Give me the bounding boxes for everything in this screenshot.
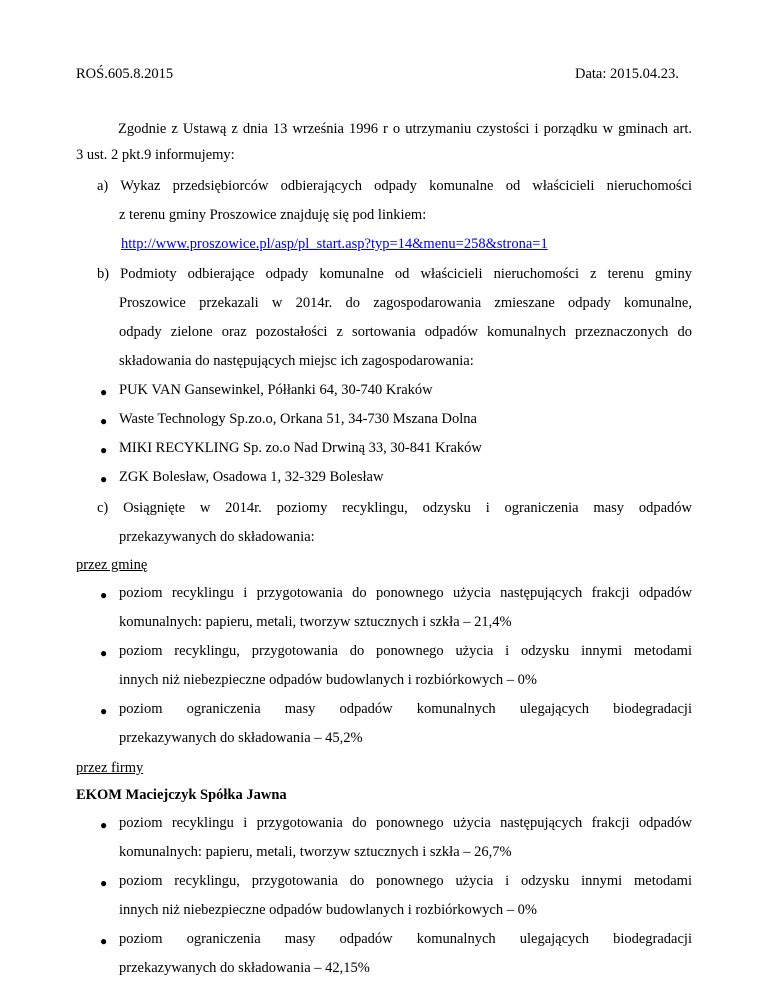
proszowice-link[interactable]: http://www.proszowice.pl/asp/pl_start.asp?typ=14&menu=258&strona=1 <box>121 236 548 252</box>
bullet-icon: ● <box>100 704 108 718</box>
gmina-heading: przez gminę <box>76 557 148 573</box>
bullet-icon: ● <box>100 934 108 948</box>
section-a-line-1: a) Wykaz przedsiębiorców odbierających odpady komunalne od właścicieli nieruchomości <box>97 178 692 194</box>
place-item: ZGK Bolesław, Osadowa 1, 32-329 Bolesław <box>119 469 384 485</box>
ekom-item-line: poziom ograniczenia masy odpadów komunalnych ulegających biodegradacji <box>119 931 692 947</box>
gmina-item-line: innych niż niebezpieczne odpadów budowlanych i rozbiórkowych – 0% <box>119 672 537 688</box>
bullet-icon: ● <box>100 588 108 602</box>
bullet-icon: ● <box>100 646 108 660</box>
gmina-item-line: poziom recyklingu, przygotowania do ponownego użycia i odzysku innymi metodami <box>119 643 692 659</box>
bullet-icon: ● <box>100 443 108 457</box>
bullet-icon: ● <box>100 385 108 399</box>
company-name-ekom: EKOM Maciejczyk Spółka Jawna <box>76 787 287 803</box>
section-b-line-3: odpady zielone oraz pozostałości z sortowania odpadów komunalnych przeznaczonych do <box>119 324 692 340</box>
ekom-item-line: komunalnych: papieru, metali, tworzyw sztucznych i szkła – 26,7% <box>119 844 512 860</box>
place-item: MIKI RECYKLING Sp. zo.o Nad Drwiną 33, 30-841 Kraków <box>119 440 482 456</box>
ekom-item-line: poziom recyklingu i przygotowania do ponownego użycia następujących frakcji odpadów <box>119 815 692 831</box>
section-a-line-2: z terenu gminy Proszowice znajduję się pod linkiem: <box>119 207 427 223</box>
section-b-line-2: Proszowice przekazali w 2014r. do zagospodarowania zmieszane odpady komunalne, <box>119 295 692 311</box>
gmina-item-line: przekazywanych do składowania – 45,2% <box>119 730 363 746</box>
section-b-line-4: składowania do następujących miejsc ich zagospodarowania: <box>119 353 474 369</box>
firmy-heading: przez firmy <box>76 760 144 776</box>
place-item: Waste Technology Sp.zo.o, Orkana 51, 34-730 Mszana Dolna <box>119 411 477 427</box>
section-b-line-1: b) Podmioty odbierające odpady komunalne od właścicieli nieruchomości z terenu gminy <box>97 266 692 282</box>
section-c-line-2: przekazywanych do składowania: <box>119 529 315 545</box>
ekom-item-line: poziom recyklingu, przygotowania do ponownego użycia i odzysku innymi metodami <box>119 873 692 889</box>
intro-line-1: Zgodnie z Ustawą z dnia 13 września 1996 r o utrzymaniu czystości i porządku w gminach art. <box>118 121 692 137</box>
place-item: PUK VAN Gansewinkel, Półłanki 64, 30-740 Kraków <box>119 382 433 398</box>
bullet-icon: ● <box>100 472 108 486</box>
gmina-item-line: poziom recyklingu i przygotowania do ponownego użycia następujących frakcji odpadów <box>119 585 692 601</box>
gmina-item-line: komunalnych: papieru, metali, tworzyw sztucznych i szkła – 21,4% <box>119 614 512 630</box>
bullet-icon: ● <box>100 414 108 428</box>
bullet-icon: ● <box>100 876 108 890</box>
intro-line-2: 3 ust. 2 pkt.9 informujemy: <box>76 147 235 163</box>
section-c-line-1: c) Osiągnięte w 2014r. poziomy recyklingu, odzysku i ograniczenia masy odpadów <box>97 500 692 516</box>
document-date: Data: 2015.04.23. <box>575 66 679 82</box>
bullet-icon: ● <box>100 818 108 832</box>
gmina-item-line: poziom ograniczenia masy odpadów komunalnych ulegających biodegradacji <box>119 701 692 717</box>
ekom-item-line: przekazywanych do składowania – 42,15% <box>119 960 370 976</box>
reference-number: ROŚ.605.8.2015 <box>76 66 174 82</box>
ekom-item-line: innych niż niebezpieczne odpadów budowlanych i rozbiórkowych – 0% <box>119 902 537 918</box>
